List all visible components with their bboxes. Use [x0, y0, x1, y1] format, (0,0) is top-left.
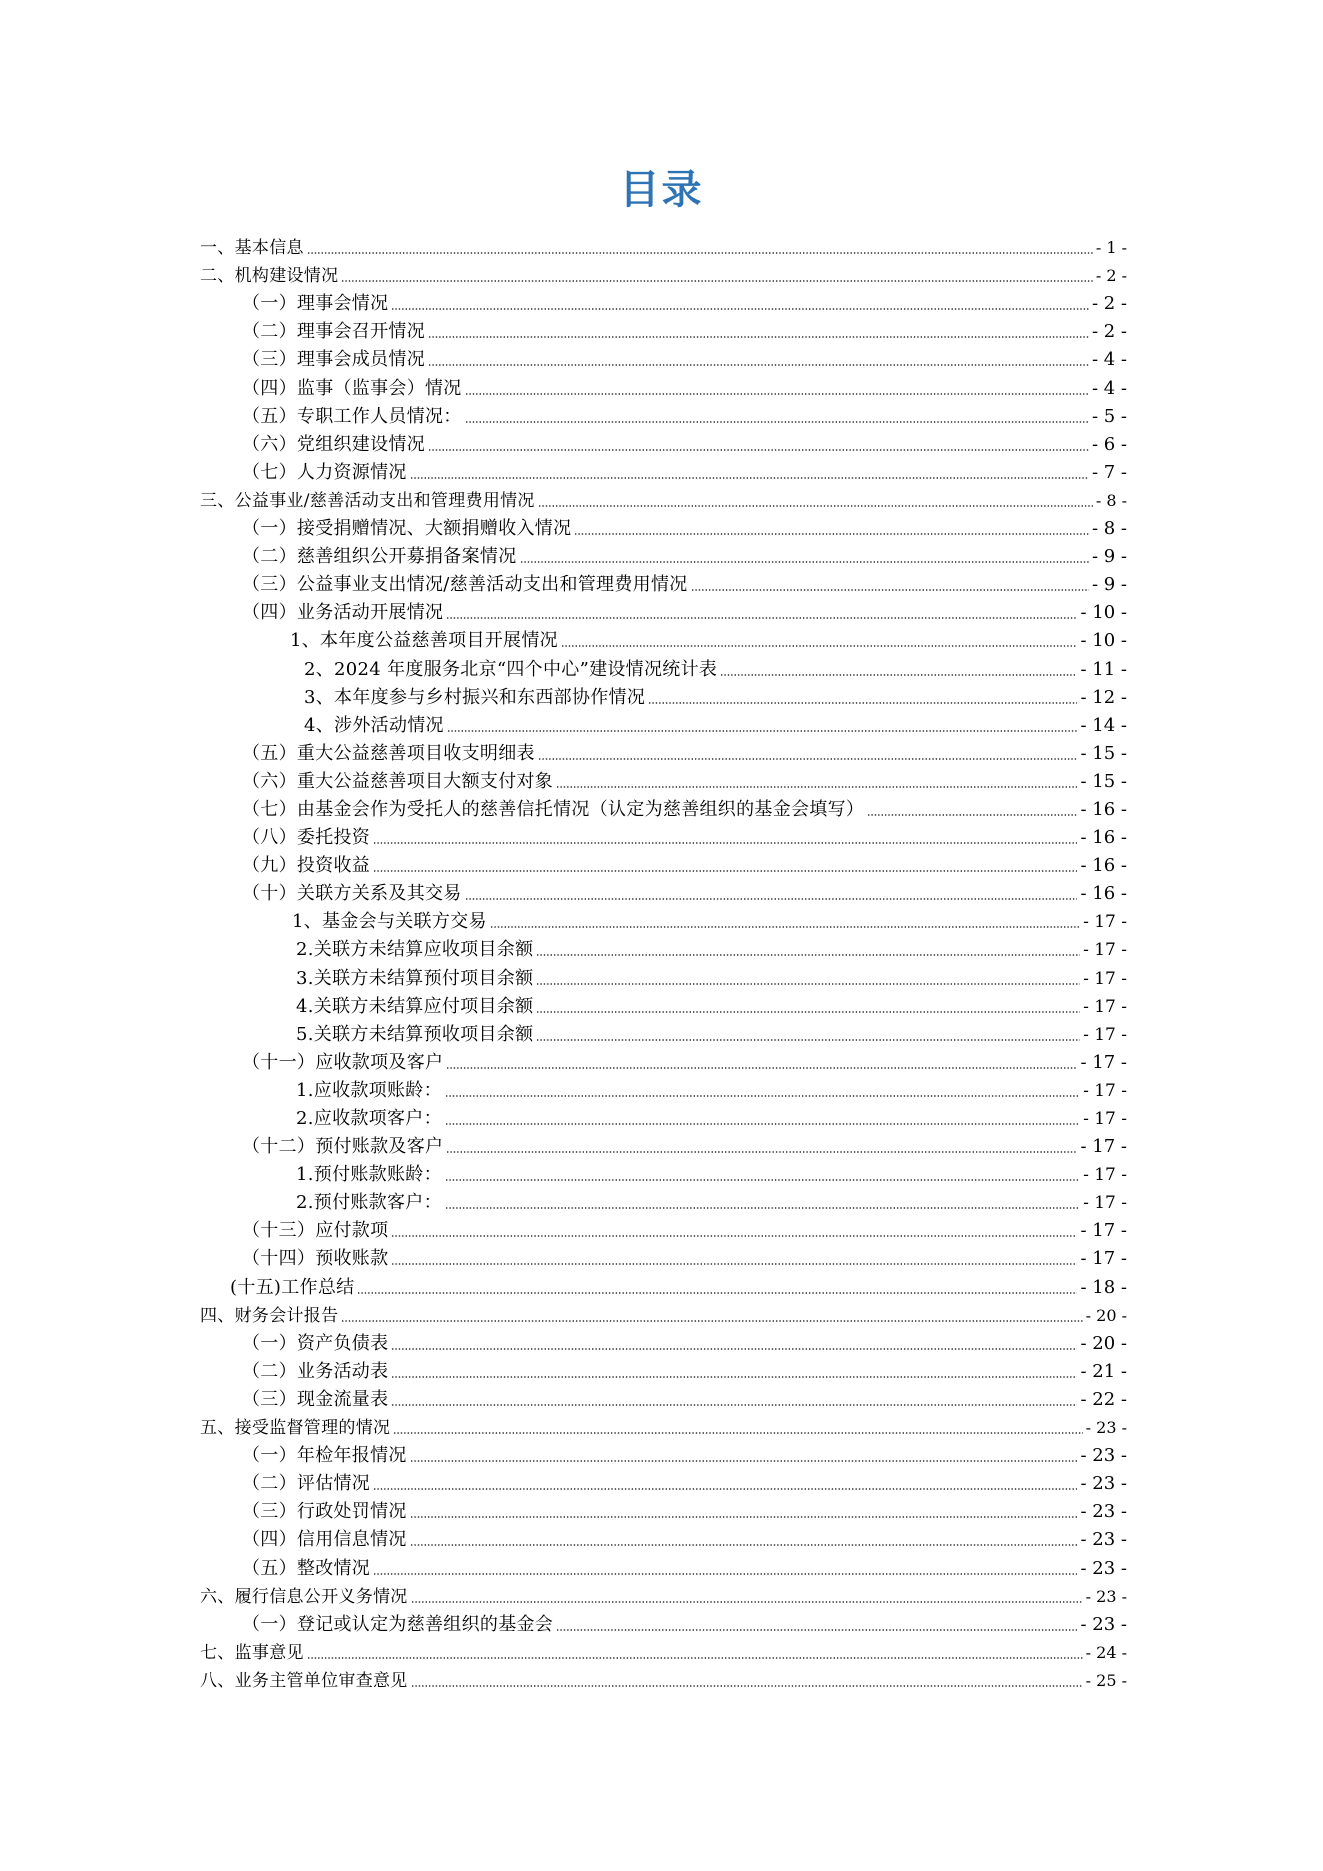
toc-entry[interactable] — [200, 457, 1127, 485]
toc-entry-label: 2.关联方未结算应收项目余额 — [296, 939, 534, 961]
dot-leader — [446, 1067, 1077, 1069]
toc-entry[interactable] — [200, 625, 1127, 653]
toc-entry-label: （五）重大公益慈善项目收支明细表 — [242, 742, 535, 764]
dot-leader — [447, 730, 1078, 732]
toc-entry-page-number: - 23 - — [1080, 1613, 1127, 1635]
toc-entry[interactable] — [200, 1159, 1127, 1187]
toc-entry-label: （六）重大公益慈善项目大额支付对象 — [242, 770, 554, 792]
dot-leader — [391, 308, 1089, 310]
toc-entry-label: 3、本年度参与乡村振兴和东西部协作情况 — [304, 686, 646, 708]
toc-entry-page-number: - 17 - — [1083, 1165, 1127, 1186]
toc-entry[interactable] — [200, 1328, 1127, 1356]
dot-leader — [428, 364, 1089, 366]
toc-entry-page-number: - 20 - — [1080, 1332, 1127, 1354]
dot-leader — [867, 814, 1077, 816]
dot-leader — [536, 1011, 1080, 1013]
toc-entry-page-number: - 2 - — [1091, 293, 1127, 315]
dot-leader — [465, 898, 1078, 900]
dot-leader — [391, 1348, 1077, 1350]
toc-entry-label: 五、接受监督管理的情况 — [200, 1418, 391, 1439]
toc-entry-page-number: - 12 - — [1080, 686, 1127, 708]
dot-leader — [428, 449, 1089, 451]
toc-entry-page-number: - 17 - — [1083, 940, 1127, 961]
toc-entry-page-number: - 4 - — [1091, 377, 1127, 399]
toc-entry-label: 1、本年度公益慈善项目开展情况 — [290, 630, 558, 652]
toc-entry-label: 1、基金会与关联方交易 — [292, 911, 487, 933]
dot-leader — [307, 1657, 1083, 1659]
dot-leader — [410, 1544, 1078, 1546]
toc-entry[interactable] — [200, 1215, 1127, 1243]
toc-entry-page-number: - 2 - — [1095, 266, 1127, 286]
toc-entry-label: 2.应收款项客户： — [296, 1108, 442, 1129]
dot-leader — [490, 926, 1080, 928]
toc-entry-page-number: - 17 - — [1080, 1051, 1127, 1073]
toc-entry-label: （五）整改情况 — [242, 1557, 371, 1579]
dot-leader — [465, 421, 1089, 423]
toc-entry[interactable] — [200, 1243, 1127, 1271]
dot-leader — [446, 1151, 1077, 1153]
toc-entry[interactable] — [200, 1047, 1127, 1075]
toc-entry-label: （一）资产负债表 — [242, 1332, 389, 1354]
toc-entry-page-number: - 17 - — [1080, 1220, 1127, 1242]
toc-entry[interactable] — [200, 1440, 1127, 1468]
toc-entry[interactable] — [200, 372, 1127, 400]
dot-leader — [357, 1292, 1077, 1294]
toc-entry-page-number: - 17 - — [1083, 1193, 1127, 1214]
toc-entry[interactable] — [200, 1271, 1127, 1299]
toc-entry-page-number: - 17 - — [1080, 1248, 1127, 1270]
toc-entry[interactable] — [200, 485, 1127, 513]
toc-entry[interactable] — [200, 738, 1127, 766]
toc-entry-label: （十）关联方关系及其交易 — [242, 883, 462, 905]
toc-entry[interactable] — [200, 822, 1127, 850]
toc-entry[interactable] — [200, 991, 1127, 1019]
toc-entry-page-number: - 21 - — [1080, 1360, 1127, 1382]
toc-entry-label: （三）现金流量表 — [242, 1388, 389, 1410]
toc-entry-page-number: - 17 - — [1083, 996, 1127, 1017]
toc-entry-page-number: - 23 - — [1085, 1586, 1127, 1606]
toc-entry[interactable] — [200, 710, 1127, 738]
toc-entry[interactable] — [200, 1300, 1127, 1328]
toc-entry-label: 三、公益事业/慈善活动支出和管理费用情况 — [200, 490, 535, 511]
dot-leader — [720, 674, 1077, 676]
dot-leader — [373, 1573, 1077, 1575]
toc-entry-page-number: - 23 - — [1080, 1557, 1127, 1579]
toc-entry-label: 4、涉外活动情况 — [304, 714, 444, 736]
toc-entry-label: 八、业务主管单位审查意见 — [200, 1670, 408, 1691]
toc-entry-label: （十四）预收账款 — [242, 1248, 389, 1270]
toc-entry-page-number: - 25 - — [1085, 1670, 1127, 1690]
toc-entry-page-number: - 17 - — [1083, 1080, 1127, 1101]
dot-leader — [536, 983, 1080, 985]
toc-entry-page-number: - 15 - — [1080, 742, 1127, 764]
toc-entry-label: （二）评估情况 — [242, 1473, 371, 1495]
dot-leader — [373, 870, 1077, 872]
toc-entry[interactable] — [200, 1552, 1127, 1580]
toc-entry-label: （一）接受捐赠情况、大额捐赠收入情况 — [242, 518, 572, 540]
toc-entry-label: 一、基本信息 — [200, 238, 304, 259]
toc-entry-page-number: - 17 - — [1083, 912, 1127, 933]
toc-entry-label: （四）信用信息情况 — [242, 1529, 407, 1551]
dot-leader — [445, 1095, 1080, 1097]
toc-entry-label: （二）慈善组织公开募捐备案情况 — [242, 546, 517, 568]
dot-leader — [393, 1432, 1082, 1434]
toc-entry[interactable] — [200, 232, 1127, 260]
toc-entry-page-number: - 18 - — [1080, 1276, 1127, 1298]
toc-entry[interactable] — [200, 1581, 1127, 1609]
dot-leader — [556, 1629, 1077, 1631]
toc-entry[interactable] — [200, 1103, 1127, 1131]
toc-entry[interactable] — [200, 1187, 1127, 1215]
toc-entry-page-number: - 23 - — [1080, 1445, 1127, 1467]
toc-entry[interactable] — [200, 1356, 1127, 1384]
toc-entry-label: （五）专职工作人员情况： — [242, 405, 462, 427]
toc-entry-page-number: - 11 - — [1080, 658, 1127, 680]
toc-entry[interactable] — [200, 260, 1127, 288]
toc-entry-label: （三）理事会成员情况 — [242, 349, 425, 371]
dot-leader — [538, 758, 1078, 760]
toc-entry-label: （十一）应收款项及客户 — [242, 1051, 444, 1073]
toc-entry[interactable] — [200, 1524, 1127, 1552]
toc-entry[interactable] — [200, 653, 1127, 681]
toc-entry-label: （七）人力资源情况 — [242, 461, 407, 483]
toc-entry-page-number: - 15 - — [1080, 770, 1127, 792]
toc-entry-page-number: - 24 - — [1085, 1642, 1127, 1662]
toc-entry[interactable] — [200, 1496, 1127, 1524]
toc-entry-page-number: - 23 - — [1080, 1529, 1127, 1551]
toc-entry-page-number: - 1 - — [1095, 238, 1127, 258]
toc-entry-label: （一）理事会情况 — [242, 293, 389, 315]
toc-entry-label: （六）党组织建设情况 — [242, 433, 425, 455]
toc-entry[interactable] — [200, 288, 1127, 316]
dot-leader — [373, 1488, 1077, 1490]
dot-leader — [445, 1179, 1080, 1181]
toc-entry-page-number: - 16 - — [1080, 883, 1127, 905]
toc-entry-label: (十五)工作总结 — [230, 1276, 355, 1298]
toc-entry-page-number: - 5 - — [1091, 405, 1127, 427]
dot-leader — [410, 477, 1089, 479]
toc-entry-label: （三）公益事业支出情况/慈善活动支出和管理费用情况 — [242, 574, 688, 596]
table-of-contents — [200, 232, 1127, 1693]
toc-entry-page-number: - 16 - — [1080, 827, 1127, 849]
toc-entry-page-number: - 2 - — [1091, 321, 1127, 343]
toc-entry-label: （二）理事会召开情况 — [242, 321, 425, 343]
dot-leader — [556, 786, 1077, 788]
toc-entry[interactable] — [200, 541, 1127, 569]
toc-entry-page-number: - 17 - — [1083, 968, 1127, 989]
toc-entry-label: （一）登记或认定为慈善组织的基金会 — [242, 1613, 554, 1635]
toc-entry-label: 2.预付账款客户： — [296, 1192, 442, 1214]
dot-leader — [538, 505, 1093, 507]
dot-leader — [428, 336, 1089, 338]
toc-entry-page-number: - 16 - — [1080, 855, 1127, 877]
toc-entry-page-number: - 6 - — [1091, 433, 1127, 455]
toc-entry[interactable] — [200, 934, 1127, 962]
toc-entry-label: 5.关联方未结算预收项目余额 — [296, 1023, 534, 1045]
dot-leader — [341, 1320, 1082, 1322]
toc-entry-page-number: - 23 - — [1080, 1473, 1127, 1495]
dot-leader — [561, 645, 1078, 647]
toc-entry-page-number: - 17 - — [1083, 1109, 1127, 1129]
toc-entry[interactable] — [200, 794, 1127, 822]
toc-entry[interactable] — [200, 682, 1127, 710]
toc-entry-page-number: - 14 - — [1080, 714, 1127, 736]
toc-entry[interactable] — [200, 569, 1127, 597]
dot-leader — [574, 533, 1089, 535]
dot-leader — [411, 1685, 1083, 1687]
toc-entry[interactable] — [200, 878, 1127, 906]
toc-entry-label: 1.应收款项账龄： — [296, 1079, 442, 1101]
dot-leader — [391, 1263, 1077, 1265]
dot-leader — [445, 1123, 1080, 1125]
toc-entry[interactable] — [200, 1384, 1127, 1412]
toc-entry[interactable] — [200, 597, 1127, 625]
toc-entry-page-number: - 7 - — [1091, 461, 1127, 483]
toc-entry[interactable] — [200, 1609, 1127, 1637]
toc-entry-label: （十二）预付账款及客户 — [242, 1136, 444, 1158]
toc-entry-label: （四）业务活动开展情况 — [242, 602, 444, 624]
dot-leader — [536, 954, 1080, 956]
dot-leader — [410, 1516, 1078, 1518]
toc-entry-page-number: - 8 - — [1095, 490, 1127, 510]
toc-entry[interactable] — [200, 1468, 1127, 1496]
toc-entry[interactable] — [200, 316, 1127, 344]
toc-entry-page-number: - 17 - — [1083, 1024, 1127, 1045]
dot-leader — [411, 1601, 1083, 1603]
toc-entry[interactable] — [200, 1665, 1127, 1693]
dot-leader — [391, 1235, 1077, 1237]
toc-entry-label: 二、机构建设情况 — [200, 266, 339, 287]
dot-leader — [446, 617, 1077, 619]
toc-entry[interactable] — [200, 344, 1127, 372]
toc-entry-page-number: - 16 - — [1080, 798, 1127, 820]
toc-entry[interactable] — [200, 1131, 1127, 1159]
toc-entry[interactable] — [200, 906, 1127, 934]
dot-leader — [648, 702, 1077, 704]
toc-entry[interactable] — [200, 1019, 1127, 1047]
toc-entry[interactable] — [200, 1637, 1127, 1665]
dot-leader — [341, 280, 1092, 282]
toc-entry-label: 4.关联方未结算应付项目余额 — [296, 995, 534, 1017]
dot-leader — [691, 589, 1089, 591]
toc-entry-label: （二）业务活动表 — [242, 1360, 389, 1382]
toc-entry[interactable] — [200, 513, 1127, 541]
dot-leader — [520, 561, 1089, 563]
toc-entry[interactable] — [200, 850, 1127, 878]
toc-entry-label: （八）委托投资 — [242, 827, 371, 849]
dot-leader — [307, 252, 1093, 254]
toc-entry-label: （三）行政处罚情况 — [242, 1501, 407, 1523]
toc-entry-page-number: - 4 - — [1091, 349, 1127, 371]
toc-entry[interactable] — [200, 429, 1127, 457]
toc-entry-label: （十三）应付款项 — [242, 1220, 389, 1242]
toc-entry-label: 2、2024 年度服务北京“四个中心”建设情况统计表 — [304, 658, 718, 680]
toc-entry-label: （七）由基金会作为受托人的慈善信托情况（认定为慈善组织的基金会填写） — [242, 798, 865, 820]
toc-entry-label: 1.预付账款账龄： — [296, 1164, 442, 1186]
dot-leader — [373, 842, 1077, 844]
toc-entry-page-number: - 10 - — [1080, 630, 1127, 652]
toc-entry-label: 六、履行信息公开义务情况 — [200, 1586, 408, 1607]
toc-entry-page-number: - 17 - — [1080, 1136, 1127, 1158]
toc-entry[interactable] — [200, 766, 1127, 794]
toc-entry-label: （四）监事（监事会）情况 — [242, 377, 462, 399]
toc-entry-page-number: - 10 - — [1080, 602, 1127, 624]
dot-leader — [536, 1039, 1080, 1041]
toc-entry-page-number: - 22 - — [1080, 1388, 1127, 1410]
toc-entry-label: 四、财务会计报告 — [200, 1305, 339, 1326]
toc-entry-label: （九）投资收益 — [242, 855, 371, 877]
toc-entry[interactable] — [200, 1075, 1127, 1103]
dot-leader — [445, 1207, 1080, 1209]
toc-entry-label: 3.关联方未结算预付项目余额 — [296, 967, 534, 989]
toc-entry-page-number: - 8 - — [1091, 518, 1127, 540]
dot-leader — [465, 393, 1089, 395]
toc-entry-page-number: - 23 - — [1080, 1501, 1127, 1523]
toc-entry-page-number: - 23 - — [1085, 1418, 1127, 1438]
toc-entry-label: （一）年检年报情况 — [242, 1445, 407, 1467]
dot-leader — [391, 1376, 1077, 1378]
toc-entry[interactable] — [200, 962, 1127, 990]
toc-entry-page-number: - 9 - — [1091, 546, 1127, 568]
page-title: 目录 — [619, 166, 704, 213]
toc-entry-label: 七、监事意见 — [200, 1642, 304, 1663]
dot-leader — [391, 1404, 1077, 1406]
dot-leader — [410, 1460, 1078, 1462]
toc-entry-page-number: - 9 - — [1091, 574, 1127, 596]
toc-entry[interactable] — [200, 1412, 1127, 1440]
toc-entry-page-number: - 20 - — [1085, 1305, 1127, 1325]
toc-entry[interactable] — [200, 401, 1127, 429]
